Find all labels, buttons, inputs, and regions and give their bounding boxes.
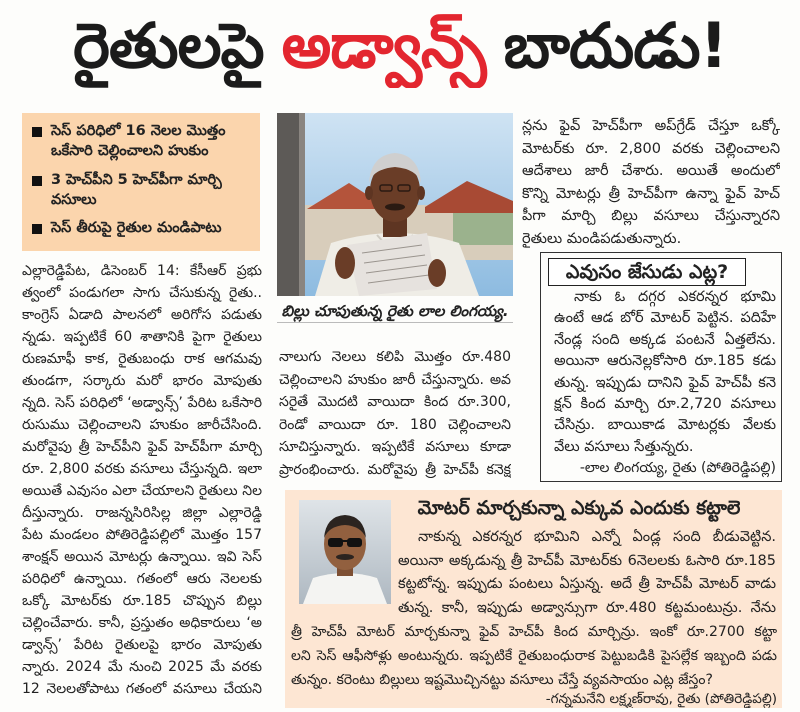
- article-line: చెల్లించేవారు. కానీ, ప్రస్తుతం అధికారులు ‘అ: [22, 615, 262, 631]
- headline-part-3: బాదుడు!: [503, 9, 727, 82]
- square-bullet-icon: [32, 176, 42, 186]
- highlight-text: సెస్ తీరుపై రైతుల మండిపాటు: [51, 220, 222, 237]
- article-line: పేట మండలం పోతిరెడ్డిపల్లిలో మొత్తం 157: [22, 527, 262, 543]
- quote-line: త్రీ హెచ్‌పీ మోటర్ మార్చకున్నా ఫైవ్ హెచ్‌పీ కింద మార్చిన్రు. ఇంకో రూ.2700 కట్టా: [291, 624, 777, 640]
- highlight-item: [32, 121, 252, 162]
- article-line: రైతులు మండిపడుతున్నారు.: [522, 230, 682, 247]
- second-farmer-photo-image: [299, 500, 391, 604]
- article-line: రుసుము చెల్లించాలని హుకుం జారీచేసింది.: [22, 417, 262, 433]
- article-line: న్నది. సెస్ పరిధిలో ‘అడ్వాన్స్’ పేరిట ఒకేసారి: [22, 395, 262, 411]
- quote-box-title: ఎవుసం జేసుడు ఎట్ల?: [548, 258, 746, 286]
- quote-line: తున్న. ఇప్పుడు దానిని ఫైవ్ హెచ్‌పీ కనె: [554, 374, 776, 391]
- article-line: కాంగ్రెస్ ఏడాది పాలనలో అరిగోస పడుతు: [22, 307, 262, 323]
- article-line: శాంక్షన్ అయిన మోటర్లు ఉన్నాయి. ఇవి సెస్: [22, 549, 262, 565]
- quote-line: అయినా ఆరునెల్లకోసారి రూ.185 కడు: [554, 353, 776, 370]
- quote-box-body: [291, 620, 777, 692]
- photo-caption: బిల్లు చూపుతున్న రైతు లాల లింగయ్య.: [277, 299, 513, 323]
- quote-line: క్షన్ కింద మార్చి రూ.2,720 వసూలు: [554, 396, 776, 413]
- article-line: డ్వాన్స్’ పేరిట రైతులపై భారం మోపుతు: [22, 637, 262, 653]
- article-line: న్నారు. 2024 మే నుంచి 2025 మే వరకు: [22, 659, 262, 675]
- article-line: ఎల్లారెడ్డిపేట, డిసెంబర్ 14: కేసీఆర్ ప్రభు: [22, 263, 262, 279]
- quote-line: లని సెస్ ఆఫీసోళ్లు అంటున్నరు. ఇప్పటికే రైతుబంధురాక పెట్టుబడికి పైసల్లేక ఇబ్బంది పడు: [291, 648, 777, 664]
- article-line: ఆదేశాలు జారీ చేశారు. అయితే అందులో: [522, 163, 780, 179]
- article-line: ప్రారంభించారు. మరోవైపు త్రీ హెచ్‌పీ కనెక్ష: [279, 461, 511, 478]
- article-line: ఒక్కో మోటర్‌కు రూ.185 చొప్పున బిల్లు: [22, 593, 262, 609]
- wall: [277, 113, 305, 296]
- highlight-text: 3 హెచ్‌పీని 5 హెచ్‌పీగా మార్చి వసూలు: [51, 171, 222, 208]
- highlight-item: [32, 170, 252, 211]
- article-line: మరోవైపు త్రీ హెచ్‌పీని ఫైవ్ హెచ్‌పీగా మార్చి: [22, 439, 262, 455]
- headline-part-1: రైతులపై: [73, 9, 264, 82]
- headline: [10, 4, 790, 88]
- highlight-text: సెస్ పరిధిలో 16 నెలల మొత్తం ఒకేసారి చెల్లించాలని హుకుం: [51, 123, 226, 160]
- headline-highlight-word: అడ్వాన్స్: [281, 9, 486, 82]
- quote-line: చేసిన్రు. బాయికాడ మోటర్లకు వేలకు: [554, 417, 776, 434]
- article-line: తుండగా, సర్కారు మరో భారం మోపుతు: [22, 373, 262, 389]
- article-column-2: [279, 346, 511, 482]
- second-farmer-photo: [299, 500, 391, 604]
- quote-line: నాకు ఓ దగ్గర ఎకరన్నర భూమి: [574, 289, 776, 305]
- article-line: పీగా మార్చి బిల్లు వసూలు చేస్తున్నారని: [522, 208, 780, 224]
- article-line: చెల్లించాలని హుకుం జారీ చేస్తున్నారు. అవ: [279, 371, 511, 388]
- article-line: రుణమాఫీ కాక, రైతుబంధు రాక ఆగమవు: [22, 351, 262, 367]
- quote-line: తున్న. కానీ, ఇప్పుడు అడ్వాన్సుగా రూ.480 కట్టమంటున్రు. నేను: [398, 599, 776, 616]
- farmer-photo-image: [277, 113, 513, 296]
- quote-line: ఉంటే ఆడ బోర్ మోటర్ పెట్టిన. పదిహే: [554, 310, 776, 327]
- article-line: కొన్ని మోటర్లు త్రీ హెచ్‌పీగా ఉన్నా ఫైవ్ హెచ్: [522, 185, 780, 202]
- quote-box-body: [398, 526, 776, 621]
- square-bullet-icon: [32, 224, 42, 234]
- article-line: అయితే ఎవుసం ఎలా చేయాలని రైతులు నిల: [22, 483, 262, 499]
- article-line: న్నడు. ఇప్పటికే 60 శాతానికి పైగా రైతులు: [22, 329, 262, 345]
- highlights-box: [22, 113, 260, 251]
- quote-line: నాకున్న ఎకరన్నర భూమిని ఎన్నో ఏండ్ల సంది బీడువెట్టిన.: [418, 529, 776, 545]
- article-line: మోటర్‌కు రూ. 2,800 వరకు చెల్లించాలని: [522, 140, 780, 157]
- article-line: 12 నెలలతోపాటు గతంలో వసూలు చేయని: [22, 681, 262, 697]
- quote-attribution: -గన్నమనేని లక్ష్మణ్‌రావు, రైతు (పోతిరెడ్డిపల్లి): [545, 691, 777, 707]
- article-line: న్లను ఫైవ్ హెచ్‌పీగా అప్‌గ్రేడ్ చేస్తూ ఒక్కో: [522, 118, 780, 134]
- quote-line: కట్టటోన్న. ఇప్పుడు పంటలు ఏస్తున్న. అదే త్రీ హెచ్‌పీ మోటర్ వాడు: [398, 576, 776, 592]
- highlight-item: [32, 218, 252, 238]
- article-line: సరైతే మొదటి వాయిదా కింద రూ.300,: [279, 394, 511, 410]
- quote-line: తున్నం. కరెంటు బిల్లులు ఇష్టమొచ్చినట్టు వసూలు చేస్తే వ్యవసాయం ఎట్ల జేస్తం?: [291, 672, 713, 688]
- article-line: త్వంలో పండుగలా సాగు చేసుకున్న రైతు..: [22, 285, 262, 301]
- article-line: నాలుగు నెలలు కలిపి మొత్తం రూ.480: [279, 349, 511, 365]
- article-line: రూ. 2,800 వరకు వసూలు చేస్తున్నది. ఇలా: [22, 461, 262, 477]
- quote-line: వేలు వసూలు సేత్తున్నరు.: [554, 438, 694, 455]
- article-line: పరిధిలో ఉన్నాయి. గతంలో ఆరు నెలలకు: [22, 571, 262, 587]
- article-line: దీస్తున్నారు. రాజన్నసిరిసిల్ల జిల్లా ఎల్లారెడ్డి: [22, 505, 262, 521]
- article-line: సూచిస్తున్నారు. ఇప్పటికే వసూలు కూడా: [279, 439, 511, 455]
- quote-attribution: -లాల లింగయ్య, రైతు (పోతిరెడ్డిపల్లి): [579, 460, 776, 476]
- quote-line: అయినా అక్కడున్న త్రీ హెచ్‌పీ మోటర్‌కు 6నెలలకు ఓసారి రూ.185: [398, 552, 776, 569]
- article-column-1: [22, 260, 262, 702]
- article-line: రెండో వాయిదా రూ. 180 చెల్లించాలని: [279, 416, 511, 433]
- quote-box-body: [554, 287, 776, 459]
- square-bullet-icon: [32, 127, 42, 137]
- quote-box-title: మోటర్ మార్చకున్నా ఎక్కువ ఎందుకు కట్టాలె: [417, 497, 741, 519]
- quote-line: నేండ్ల సంది అక్కడ పంటనే ఏత్తలేను.: [554, 331, 776, 348]
- farmer-photo: [277, 113, 513, 296]
- article-column-3: [522, 115, 780, 251]
